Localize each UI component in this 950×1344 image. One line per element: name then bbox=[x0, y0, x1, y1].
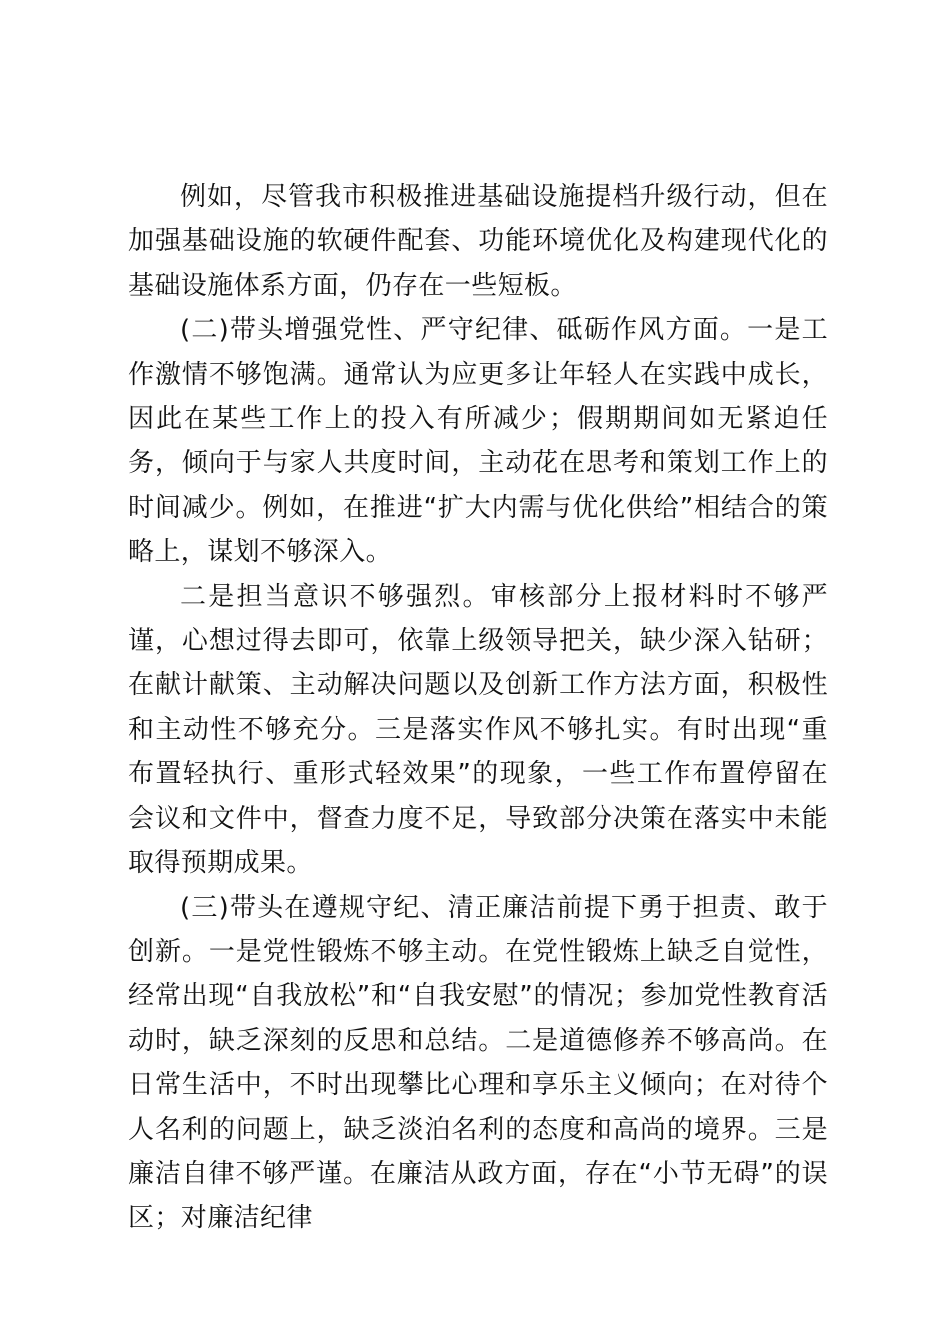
paragraph-example-infrastructure: 例如，尽管我市积极推进基础设施提档升级行动，但在加强基础设施的软硬件配套、功能环境优化及构建现代化的基础设施体系方面，仍存在一些短板。 bbox=[128, 182, 828, 301]
paragraph-section-three: (三)带头在遵规守纪、清正廉洁前提下勇于担责、敢于创新。一是党性锻炼不够主动。在党性锻炼上缺乏自觉性，经常出现“自我放松”和“自我安慰”的情况；参加党性教育活动时，缺乏深刻的反思和总结。二是道德修养不够高尚。在日常生活中，不时出现攀比心理和享乐主义倾向；在对待个人名利的问题上，缺乏淡泊名利的态度和高尚的境界。三是廉洁自律不够严谨。在廉洁从政方面，存在“小节无碍”的误区；对廉洁纪律 bbox=[128, 892, 828, 1234]
paragraph-responsibility: 二是担当意识不够强烈。审核部分上报材料时不够严谨，心想过得去即可，依靠上级领导把关，缺少深入钻研；在献计献策、主动解决问题以及创新工作方法方面，积极性和主动性不够充分。三是落实作风不够扎实。有时出现“重布置轻执行、重形式轻效果”的现象，一些工作布置停留在会议和文件中，督查力度不足，导致部分决策在落实中未能取得预期成果。 bbox=[128, 581, 828, 879]
document-body bbox=[128, 175, 828, 1241]
paragraph-section-two: (二)带头增强党性、严守纪律、砥砺作风方面。一是工作激情不够饱满。通常认为应更多让年轻人在实践中成长，因此在某些工作上的投入有所减少；假期期间如无紧迫任务，倾向于与家人共度时间，主动花在思考和策划工作上的时间减少。例如，在推进“扩大内需与优化供给”相结合的策略上，谋划不够深入。 bbox=[128, 315, 828, 568]
